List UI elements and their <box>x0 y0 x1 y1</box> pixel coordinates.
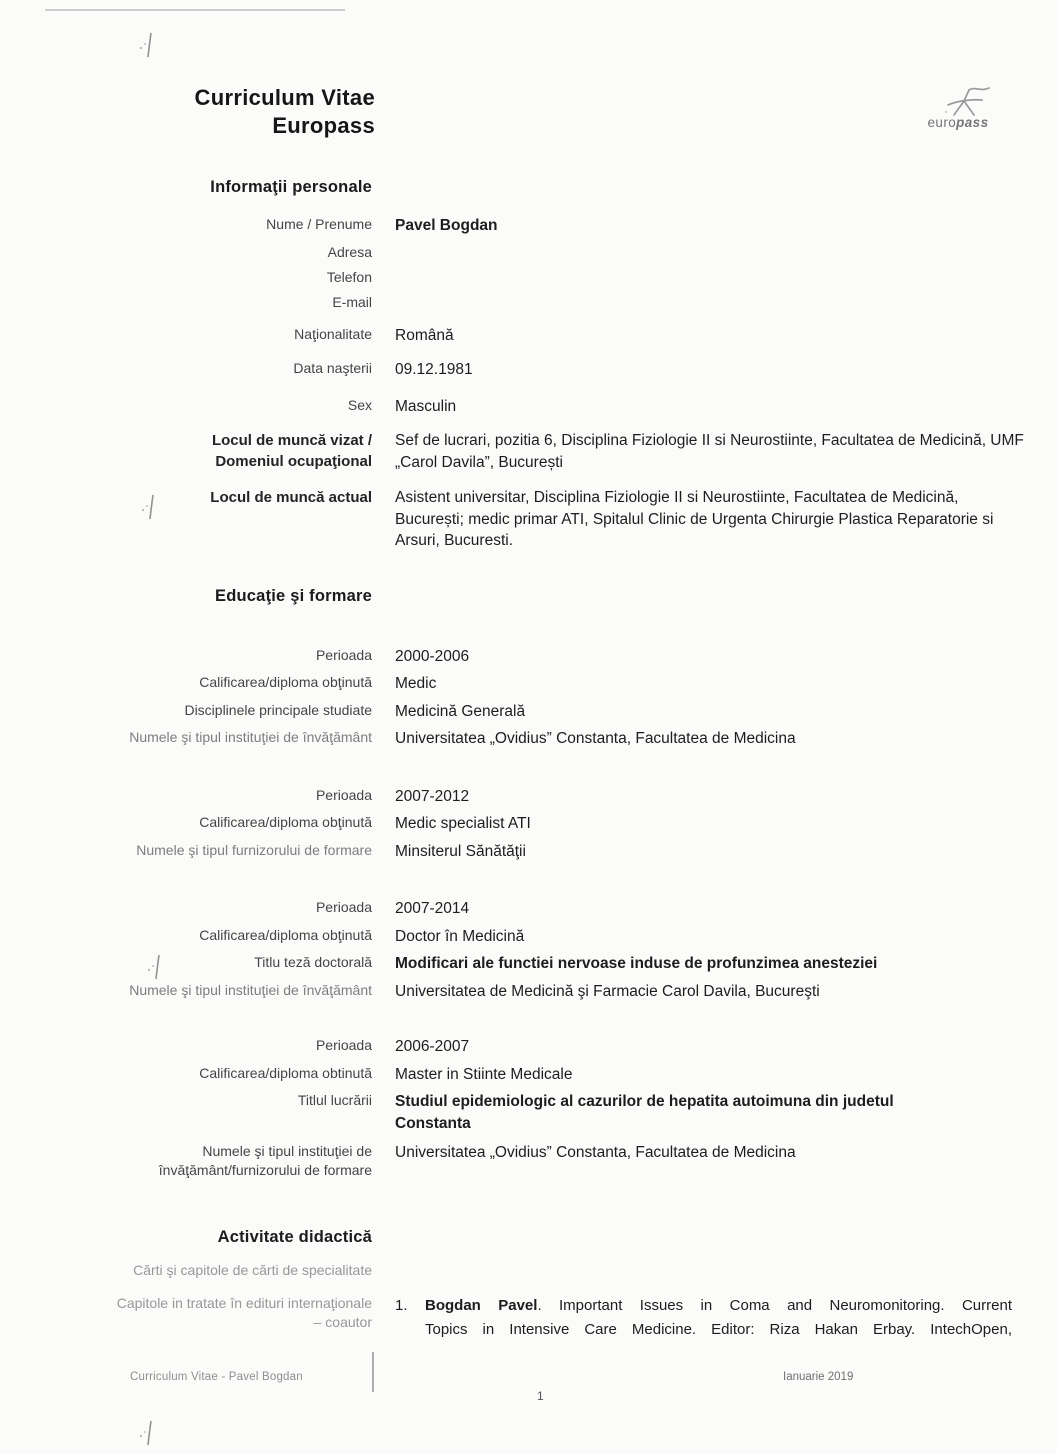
field-label: Titlu teză doctorală <box>254 954 372 970</box>
publication-line2: Topics in Intensive Care Medicine. Editor: Riza Hakan Erbay. IntechOpen, <box>425 1321 1012 1338</box>
row-perioada <box>0 1036 1057 1058</box>
row-perioada <box>0 898 1057 920</box>
pen-mark-icon <box>138 30 160 65</box>
field-label-line2: Domeniul ocupaţional <box>215 453 372 470</box>
section-heading-teaching: Activitate didactică <box>217 1228 372 1246</box>
field-label: E-mail <box>332 293 372 310</box>
pen-mark-icon <box>140 492 162 527</box>
field-label: Calificarea/diploma obţinută <box>199 926 372 943</box>
publication-number: 1. <box>395 1297 408 1314</box>
row-sex <box>0 396 1057 418</box>
footer-page-number: 1 <box>537 1389 544 1403</box>
row-institutie-formare <box>0 1142 1057 1180</box>
field-label: Perioada <box>315 786 372 803</box>
field-label <box>0 1294 372 1332</box>
row-adresa <box>0 243 1057 262</box>
field-label <box>0 1142 372 1180</box>
field-label: Perioada <box>315 1037 372 1053</box>
field-label: Numele şi tipul instituţiei de învăţământ <box>129 981 372 998</box>
publication-item <box>395 1294 1027 1342</box>
page-title-line2: Europass <box>272 113 375 138</box>
row-email <box>0 293 1057 312</box>
field-value: Medicină Generală <box>395 702 526 720</box>
row-telefon <box>0 268 1057 287</box>
row-nationalitate <box>0 325 1057 347</box>
page-title <box>0 0 375 140</box>
field-label: Titlul lucrării <box>297 1092 372 1108</box>
section-heading-education: Educaţie şi formare <box>215 586 372 605</box>
field-label-line2: – coautor <box>313 1314 372 1330</box>
europass-logo-text: europass <box>927 115 989 130</box>
field-value: Universitatea „Ovidius” Constanta, Facultatea de Medicina <box>395 730 796 747</box>
field-label: Numele şi tipul furnizorului de formare <box>136 841 372 858</box>
field-label-line1: Locul de muncă vizat / <box>211 432 372 449</box>
scan-vertical-line <box>372 1352 374 1392</box>
row-calificare <box>0 1064 1057 1086</box>
field-value <box>395 1091 1027 1134</box>
publication-line1-rest: . Important Issues in Coma and Neuromonitoring. Current <box>537 1297 1012 1314</box>
field-value: Modificari ale functiei nervoase induse de profunzimea anesteziei <box>395 955 878 972</box>
field-value-line2: Constanta <box>395 1114 471 1132</box>
field-label <box>0 430 372 472</box>
field-value: Masculin <box>395 397 457 415</box>
footer-date: Ianuarie 2019 <box>783 1371 854 1383</box>
field-value: Doctor în Medicină <box>395 927 525 945</box>
field-label: Calificarea/diploma obţinută <box>199 814 372 830</box>
field-label-line1: Numele şi tipul instituţiei de <box>202 1143 372 1159</box>
field-label: Data naşterii <box>293 360 372 376</box>
field-value: 2006-2007 <box>395 1038 470 1055</box>
row-category-chapters <box>0 1294 1057 1342</box>
pen-mark-icon <box>146 952 168 987</box>
field-value: Minsiterul Sănătăţii <box>395 842 526 860</box>
field-value: Universitatea de Medicină şi Farmacie Carol Davila, Bucureşti <box>395 982 820 1000</box>
field-value: Medic specialist ATI <box>395 815 531 832</box>
footer-document-title: Curriculum Vitae - Pavel Bogdan <box>130 1371 303 1383</box>
field-value: Master in Stiinte Medicale <box>395 1065 573 1083</box>
field-label: Adresa <box>327 243 372 260</box>
field-value: 2007-2012 <box>395 787 470 805</box>
row-institutie <box>0 728 1057 750</box>
row-calificare <box>0 813 1057 835</box>
field-label-line1: Capitole in tratate în edituri internaţionale <box>116 1295 372 1311</box>
field-value: Universitatea „Ovidius” Constanta, Facultatea de Medicina <box>395 1144 796 1161</box>
field-value: Română <box>395 326 454 344</box>
row-category-books <box>0 1261 1057 1280</box>
publication-author: Bogdan Pavel <box>425 1297 538 1314</box>
page-title-line1: Curriculum Vitae <box>194 85 375 110</box>
field-label: Cărti şi capitole de cărti de specialitate <box>133 1262 372 1278</box>
field-value: 2007-2014 <box>395 900 470 917</box>
europass-logo <box>902 86 1014 130</box>
row-nume-prenume <box>0 215 1057 237</box>
field-label: Nume / Prenume <box>266 216 372 232</box>
field-label: Sex <box>347 396 372 413</box>
row-titlul-lucrarii <box>0 1091 1057 1134</box>
field-value: 09.12.1981 <box>395 361 473 378</box>
row-calificare <box>0 926 1057 948</box>
field-label: Calificarea/diploma obtinută <box>199 1064 372 1081</box>
row-locul-munca-vizat <box>0 430 1057 473</box>
pen-mark-icon <box>138 1418 160 1453</box>
field-label: Locul de muncă actual <box>210 489 372 506</box>
field-value: Pavel Bogdan <box>395 217 498 234</box>
field-value-line1: Studiul epidemiologic al cazurilor de hepatita autoimuna din judetul <box>395 1093 894 1110</box>
field-label: Numele şi tipul instituţiei de învăţământ <box>129 729 372 745</box>
row-calificare <box>0 673 1057 695</box>
publication-text <box>425 1294 1012 1342</box>
field-label: Perioada <box>315 646 372 663</box>
field-value: 2000-2006 <box>395 647 470 665</box>
field-label: Naţionalitate <box>294 325 372 342</box>
europass-figure-icon <box>942 86 998 118</box>
scan-edge-line <box>45 9 345 11</box>
row-furnizor <box>0 841 1057 863</box>
field-value: Asistent universitar, Disciplina Fiziologie II si Neurostiinte, Facultatea de Medicină, București; medic primar ATI, Spitalul Clinic de Urgenta Chirurgie Plastica Reparatorie si Arsuri, Bucuresti. <box>395 489 994 549</box>
field-value: Medic <box>395 675 437 692</box>
field-label: Perioada <box>315 899 372 915</box>
row-perioada <box>0 646 1057 668</box>
row-perioada <box>0 786 1057 808</box>
field-label-line2: învăţământ/furnizorului de formare <box>158 1162 372 1178</box>
publication-line1 <box>425 1294 1012 1318</box>
field-label: Disciplinele principale studiate <box>184 701 372 718</box>
field-label: Calificarea/diploma obţinută <box>199 674 372 690</box>
row-data-nasterii <box>0 359 1057 381</box>
field-value: Sef de lucrari, pozitia 6, Disciplina Fiziologie II si Neurostiinte, Facultatea de Medicină, UMF „Carol Davila”, București <box>395 432 1024 471</box>
field-label: Telefon <box>326 268 372 285</box>
row-discipline <box>0 701 1057 723</box>
section-heading-personal-info: Informaţii personale <box>210 178 372 196</box>
